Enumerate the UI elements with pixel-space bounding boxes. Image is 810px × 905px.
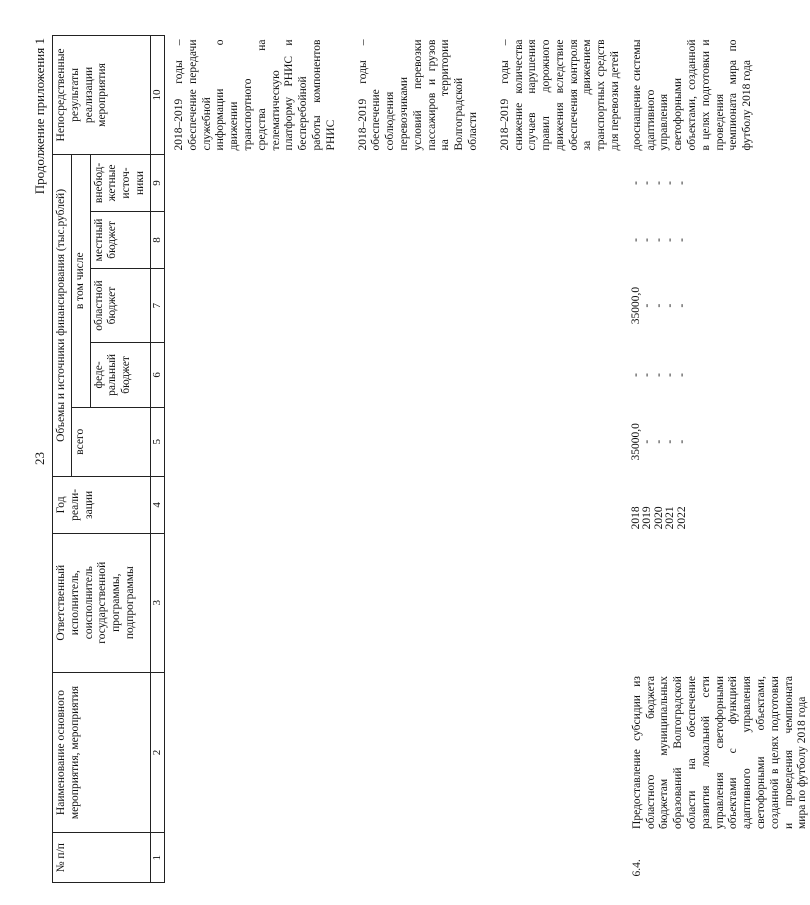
col-number: 3 (150, 533, 164, 672)
federal-value: - (675, 372, 688, 377)
header-results: Непосредственные результаты реализации мероприятия (53, 36, 151, 155)
local-value: - (664, 238, 677, 242)
row-local (623, 211, 810, 268)
col-number: 9 (150, 154, 164, 211)
year-value: 2020 (652, 506, 665, 530)
regional-value: - (652, 303, 665, 308)
results-previous (164, 36, 622, 155)
table-row-continuation (164, 36, 622, 883)
header-nonbudget: внебюд-жетные источ-ники (90, 154, 150, 211)
total-value: - (652, 439, 665, 444)
federal-value: - (629, 372, 642, 377)
header-local: местный бюджет (90, 211, 150, 268)
row-executor (623, 533, 810, 672)
local-value: - (652, 238, 665, 242)
local-value: - (629, 238, 642, 242)
nonbudget-value: - (664, 181, 677, 185)
column-numbers-row (150, 36, 164, 883)
total-value: - (641, 439, 654, 444)
year-value: 2022 (675, 506, 688, 530)
row-years (623, 476, 810, 533)
nonbudget-value: - (641, 181, 654, 185)
total-value: - (664, 439, 677, 444)
row-result: дооснащение системы адаптивного управления светофорными объектами, созданной в целях подготовки и проведения чемпионата мира по футболу 2018 года (630, 39, 754, 151)
row-nonbudget (623, 154, 810, 211)
federal-value: - (641, 372, 654, 377)
year-value: 2021 (664, 506, 677, 530)
header-financing: Объемы и источники финансирования (тыс.рублей) (53, 154, 72, 476)
year-value: 2018 (629, 506, 642, 530)
header-number: № п/п (53, 833, 151, 883)
header-name: Наименование основного мероприятия, мероприятия (53, 672, 151, 833)
year-value: 2019 (641, 506, 654, 530)
result-item: 2018–2019 годы – обеспечение передачи служебной информации о движении транспортного средства на телематическую платформу РНИС и бесперебойной работы компонентов РНИС (172, 39, 337, 151)
header-total: всего (71, 407, 150, 476)
result-item: 2018–2019 годы – снижение количества случаев нарушения правил дорожного движения вследствие обеспечения контроля за движением транспортных средств для перевозки детей (498, 39, 622, 151)
nonbudget-value: - (675, 181, 688, 185)
col-number: 8 (150, 211, 164, 268)
row-regional (623, 268, 810, 342)
row-name: Предоставление субсидии из областного бюджета бюджетам муниципальных образований Волгоградской области на обеспечение развития локальной сети управления светофорными объектами с функцией адаптивного управления светофорными объектами, созданной в целях подготовки и проведения чемпионата мира по футболу 2018 года (630, 676, 809, 829)
col-number: 10 (150, 36, 164, 155)
result-item: 2018–2019 годы – обеспечение соблюдения перевозчиками условий перевозки пассажиров и грузов на территории Волгоградской области (356, 39, 479, 151)
total-value: - (675, 439, 688, 444)
federal-value: - (664, 372, 677, 377)
page-number: 23 (32, 452, 47, 465)
header-in-that: в том числе (71, 154, 90, 407)
header-year: Год реали-зации (53, 476, 151, 533)
col-number: 2 (150, 672, 164, 833)
col-number: 7 (150, 268, 164, 342)
row-federal (623, 343, 810, 407)
header-executor: Ответственный исполнитель, соисполнитель государственной программы, подпрограммы (53, 533, 151, 672)
nonbudget-value: - (629, 181, 642, 185)
local-value: - (641, 238, 654, 242)
regional-value: 35000,0 (629, 286, 642, 325)
header-federal: феде-ральный бюджет (90, 343, 150, 407)
federal-value: - (652, 372, 665, 377)
table-row (623, 36, 810, 883)
header-regional: областной бюджет (90, 268, 150, 342)
row-number: 6.4. (630, 859, 643, 877)
nonbudget-value: - (652, 181, 665, 185)
col-number: 6 (150, 343, 164, 407)
regional-value: - (675, 303, 688, 308)
continuation-label: Продолжение приложения 1 (32, 38, 47, 195)
regional-value: - (664, 303, 677, 308)
col-number: 5 (150, 407, 164, 476)
regional-value: - (641, 303, 654, 308)
local-value: - (675, 238, 688, 242)
col-number: 4 (150, 476, 164, 533)
program-table (52, 35, 810, 883)
row-total (623, 407, 810, 476)
col-number: 1 (150, 833, 164, 883)
total-value: 35000,0 (629, 423, 642, 461)
